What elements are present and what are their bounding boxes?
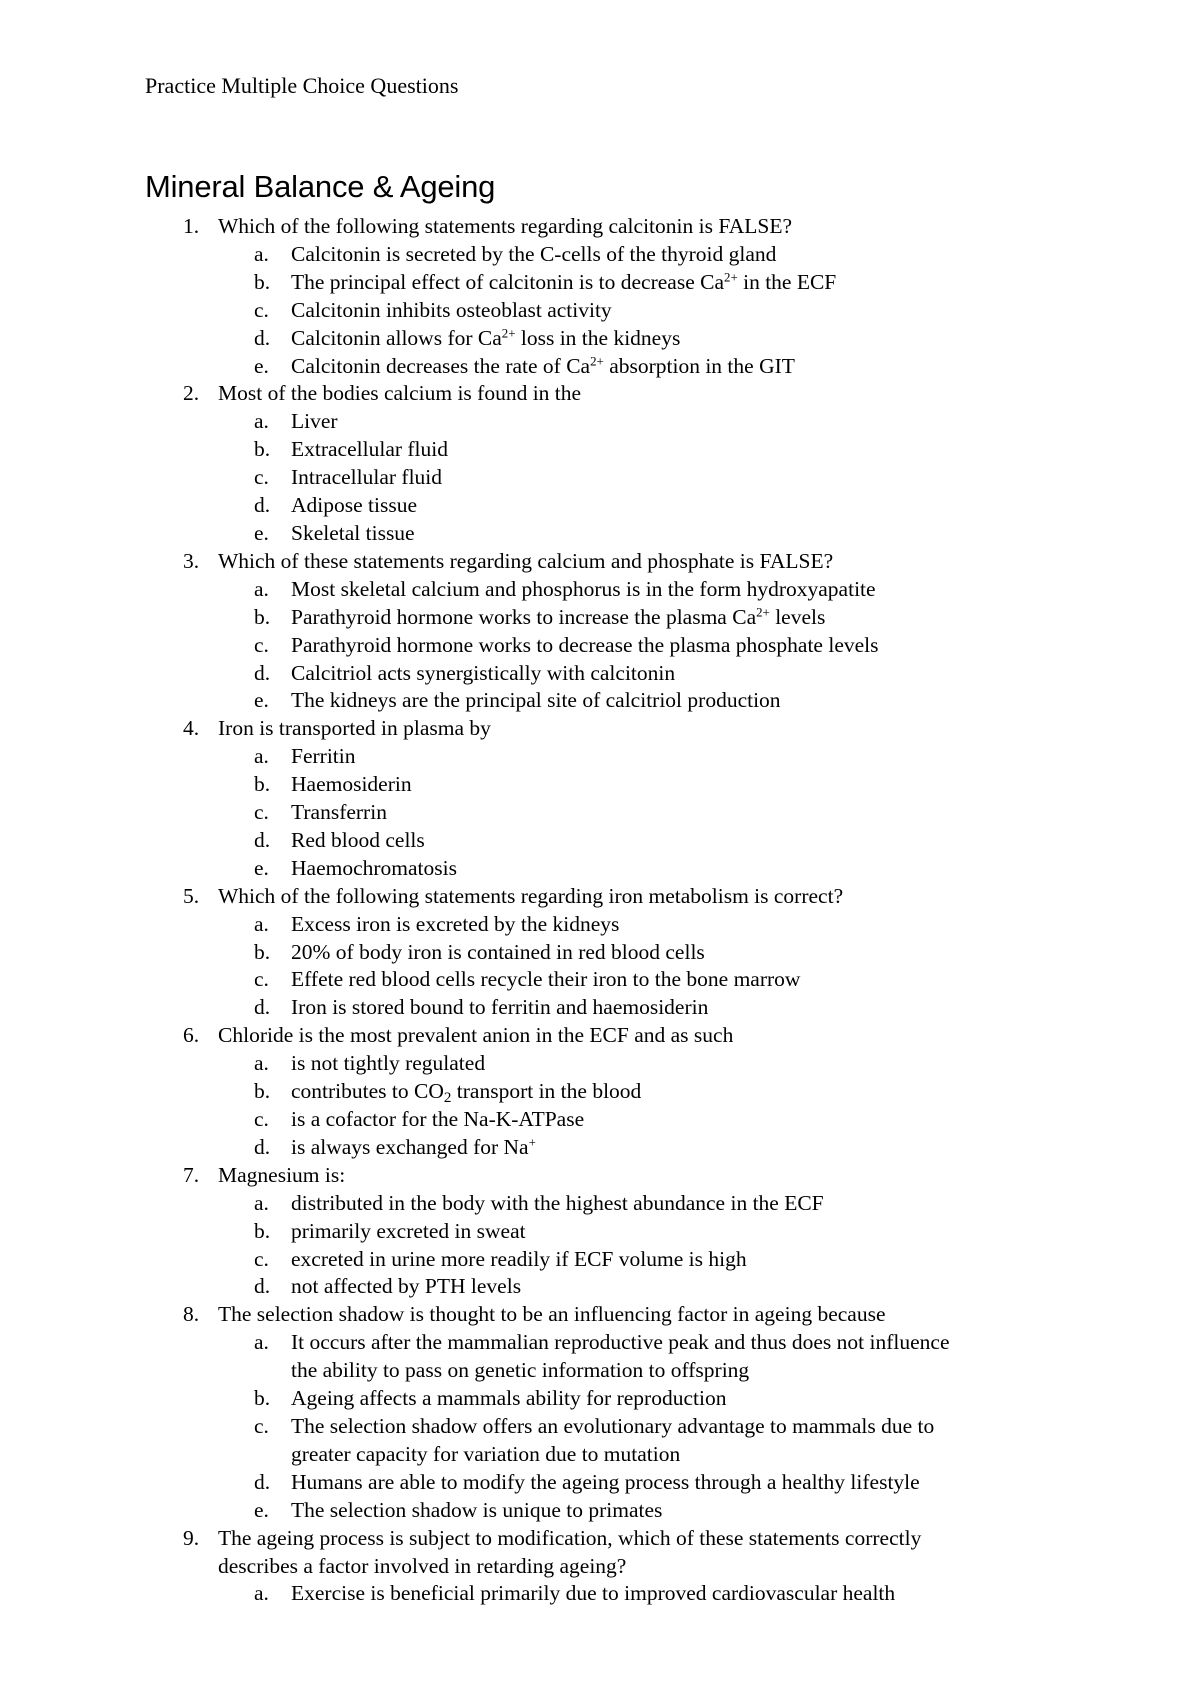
answer-option xyxy=(0,520,1200,548)
option-letter: a. xyxy=(254,409,269,434)
answer-option xyxy=(0,408,1200,436)
question-stem xyxy=(0,715,1200,743)
option-letter: b. xyxy=(254,604,271,629)
answer-option xyxy=(0,1580,1200,1608)
question-number: 5. xyxy=(183,883,200,908)
option-text: Calcitonin decreases the rate of $Ca^{2+}$ absorption in the GIT xyxy=(291,353,795,378)
option-text: The selection shadow offers an evolutionary advantage to mammals due to xyxy=(291,1413,935,1438)
answer-option xyxy=(0,297,1200,325)
subscript: 2 xyxy=(443,1089,452,1106)
question-number: 2. xyxy=(183,381,200,406)
superscript: 2+ xyxy=(724,270,738,285)
question-text: Iron is transported in plasma by xyxy=(218,716,491,741)
option-text: Calcitonin is secreted by the C-cells of the thyroid gland xyxy=(291,241,777,266)
option-letter: b. xyxy=(254,269,271,294)
question-stem xyxy=(0,1162,1200,1190)
answer-option xyxy=(0,1134,1200,1162)
option-letter: b. xyxy=(254,437,271,462)
answer-option xyxy=(0,241,1200,269)
question-number: 7. xyxy=(183,1162,200,1187)
option-text: greater capacity for variation due to mutation xyxy=(291,1441,681,1466)
question-text: Which of the following statements regarding iron metabolism is correct? xyxy=(218,883,844,908)
option-letter: d. xyxy=(254,493,271,518)
option-text: The kidneys are the principal site of calcitriol production xyxy=(291,688,781,713)
answer-option xyxy=(0,464,1200,492)
answer-option xyxy=(0,1469,1200,1497)
answer-option xyxy=(0,492,1200,520)
question-text: Which of these statements regarding calcium and phosphate is FALSE? xyxy=(218,548,834,573)
option-letter: a. xyxy=(254,1051,269,1076)
superscript: + xyxy=(528,1135,536,1150)
superscript: 2+ xyxy=(590,353,604,368)
question-text: Which of the following statements regarding calcitonin is FALSE? xyxy=(218,214,792,238)
question-item xyxy=(0,715,1200,882)
answer-option xyxy=(0,660,1200,688)
answer-option xyxy=(0,436,1200,464)
answer-option xyxy=(0,1273,1200,1301)
option-text: Adipose tissue xyxy=(291,493,418,518)
option-letter: e. xyxy=(254,1497,269,1522)
answer-option xyxy=(0,576,1200,604)
question-stem xyxy=(0,380,1200,408)
option-text: excreted in urine more readily if ECF volume is high xyxy=(291,1246,747,1271)
question-text: Chloride is the most prevalent anion in the ECF and as such xyxy=(218,1023,734,1048)
question-item xyxy=(0,548,1200,715)
question-text: Magnesium is: xyxy=(218,1162,346,1187)
option-letter: c. xyxy=(254,1107,269,1131)
question-number: 9. xyxy=(183,1525,200,1550)
answer-option xyxy=(0,939,1200,967)
question-number: 6. xyxy=(183,1023,200,1048)
question-item xyxy=(0,1301,1200,1524)
question-item xyxy=(0,883,1200,1023)
option-letter: a. xyxy=(254,1190,269,1215)
option-text: is always exchanged for Na+ xyxy=(291,1134,536,1159)
question-list xyxy=(0,213,1200,1608)
answer-option xyxy=(0,687,1200,715)
question-stem xyxy=(0,1301,1200,1329)
option-letter: c. xyxy=(254,1413,269,1438)
answer-option xyxy=(0,966,1200,994)
answer-option xyxy=(0,855,1200,883)
option-text: Intracellular fluid xyxy=(291,465,443,490)
option-text: Calcitriol acts synergistically with calcitonin xyxy=(291,660,676,685)
option-text: Calcitonin inhibits osteoblast activity xyxy=(291,297,612,322)
question-stem xyxy=(0,213,1200,241)
option-letter: a. xyxy=(254,241,269,266)
answer-option xyxy=(0,771,1200,799)
question-text: The ageing process is subject to modification, which of these statements correctly xyxy=(218,1525,922,1550)
answer-option xyxy=(0,994,1200,1022)
option-text: Ageing affects a mammals ability for reproduction xyxy=(291,1386,727,1411)
question-item xyxy=(0,1022,1200,1162)
option-letter: d. xyxy=(254,1134,271,1159)
question-item xyxy=(0,213,1200,380)
answer-option xyxy=(0,604,1200,632)
option-text: distributed in the body with the highest abundance in the ECF xyxy=(291,1190,824,1215)
answer-option xyxy=(0,911,1200,939)
question-item xyxy=(0,380,1200,547)
answer-option xyxy=(0,1413,1200,1441)
answer-option xyxy=(0,799,1200,827)
option-letter: d. xyxy=(254,1469,271,1494)
answer-option xyxy=(0,1050,1200,1078)
answer-option xyxy=(0,269,1200,297)
option-text: Liver xyxy=(291,409,338,434)
answer-option xyxy=(0,1218,1200,1246)
answer-option xyxy=(0,325,1200,353)
option-letter: c. xyxy=(254,1246,269,1271)
option-letter: d. xyxy=(254,1274,271,1299)
option-text: Parathyroid hormone works to increase the plasma $Ca^{2+}$ levels xyxy=(291,604,826,629)
option-text: Excess iron is excreted by the kidneys xyxy=(291,911,620,936)
option-letter: d. xyxy=(254,827,271,852)
option-letter: e. xyxy=(254,855,269,880)
question-text: The selection shadow is thought to be an influencing factor in ageing because xyxy=(218,1302,886,1327)
option-letter: a. xyxy=(254,1330,269,1355)
option-letter: a. xyxy=(254,911,269,936)
option-text: Parathyroid hormone works to decrease the plasma phosphate levels xyxy=(291,632,879,657)
option-letter: c. xyxy=(254,800,269,825)
page-title: Mineral Balance & Ageing xyxy=(145,169,496,204)
option-letter: a. xyxy=(254,576,269,601)
option-text: is not tightly regulated xyxy=(291,1051,486,1076)
option-letter: b. xyxy=(254,772,271,797)
option-letter: c. xyxy=(254,967,269,992)
option-letter: c. xyxy=(254,465,269,490)
option-text: The principal effect of calcitonin is to decrease $Ca^{2+}$ in the ECF xyxy=(291,269,837,294)
question-text: describes a factor involved in retarding ageing? xyxy=(218,1553,627,1578)
option-text: It occurs after the mammalian reproductive peak and thus does not influence xyxy=(291,1330,950,1355)
option-text: not affected by PTH levels xyxy=(291,1274,522,1299)
question-item xyxy=(0,1525,1200,1609)
question-number: 8. xyxy=(183,1302,200,1327)
option-letter: d. xyxy=(254,995,271,1020)
option-text: is a cofactor for the Na-K-ATPase xyxy=(291,1107,585,1131)
option-letter: d. xyxy=(254,660,271,685)
option-text: the ability to pass on genetic information to offspring xyxy=(291,1358,750,1383)
question-stem xyxy=(0,883,1200,911)
question-number: 1. xyxy=(183,214,200,238)
option-letter: b. xyxy=(254,1079,271,1104)
answer-option-continuation xyxy=(0,1441,1200,1469)
running-header: Practice Multiple Choice Questions xyxy=(145,73,459,98)
answer-option xyxy=(0,1190,1200,1218)
option-text: Haemosiderin xyxy=(291,772,412,797)
option-letter: b. xyxy=(254,939,271,964)
answer-option xyxy=(0,1106,1200,1134)
question-stem xyxy=(0,1525,1200,1553)
option-text: Ferritin xyxy=(291,744,356,769)
option-letter: c. xyxy=(254,297,269,322)
option-letter: e. xyxy=(254,688,269,713)
option-letter: b. xyxy=(254,1218,271,1243)
answer-option xyxy=(0,632,1200,660)
option-letter: c. xyxy=(254,632,269,657)
option-text: Iron is stored bound to ferritin and haemosiderin xyxy=(291,995,709,1020)
answer-option xyxy=(0,1385,1200,1413)
question-stem-continuation xyxy=(0,1553,1200,1581)
option-letter: e. xyxy=(254,520,269,545)
superscript: 2+ xyxy=(501,325,516,340)
question-stem xyxy=(0,548,1200,576)
answer-option xyxy=(0,827,1200,855)
option-letter: b. xyxy=(254,1386,271,1411)
answer-option xyxy=(0,1246,1200,1274)
option-text: primarily excreted in sweat xyxy=(291,1218,526,1243)
option-text: Extracellular fluid xyxy=(291,437,448,462)
answer-option-continuation xyxy=(0,1357,1200,1385)
option-text: Red blood cells xyxy=(291,827,425,852)
option-text: Skeletal tissue xyxy=(291,520,415,545)
question-text: Most of the bodies calcium is found in the xyxy=(218,381,582,406)
option-text: Transferrin xyxy=(291,800,387,825)
superscript: 2+ xyxy=(756,604,770,619)
option-letter: a. xyxy=(254,1581,269,1606)
option-text: 20% of body iron is contained in red blood cells xyxy=(291,939,705,964)
option-text: Calcitonin allows for $Ca^{2+}$ loss in the kidneys xyxy=(291,325,681,350)
question-number: 3. xyxy=(183,548,200,573)
option-text: Exercise is beneficial primarily due to improved cardiovascular health xyxy=(291,1581,896,1606)
option-letter: d. xyxy=(254,325,271,350)
question-number: 4. xyxy=(183,716,200,741)
answer-option xyxy=(0,353,1200,381)
option-text: Haemochromatosis xyxy=(291,855,457,880)
option-text: The selection shadow is unique to primates xyxy=(291,1497,663,1522)
answer-option xyxy=(0,743,1200,771)
answer-option xyxy=(0,1497,1200,1525)
option-text: Effete red blood cells recycle their iron to the bone marrow xyxy=(291,967,801,992)
option-text: Humans are able to modify the ageing process through a healthy lifestyle xyxy=(291,1469,920,1494)
option-letter: a. xyxy=(254,744,269,769)
option-letter: e. xyxy=(254,353,269,378)
option-text: Most skeletal calcium and phosphorus is in the form hydroxyapatite xyxy=(291,576,876,601)
answer-option xyxy=(0,1078,1200,1106)
question-item xyxy=(0,1162,1200,1302)
option-text: contributes to $CO_2$ transport in the blood xyxy=(291,1079,642,1106)
answer-option xyxy=(0,1329,1200,1357)
question-stem xyxy=(0,1022,1200,1050)
